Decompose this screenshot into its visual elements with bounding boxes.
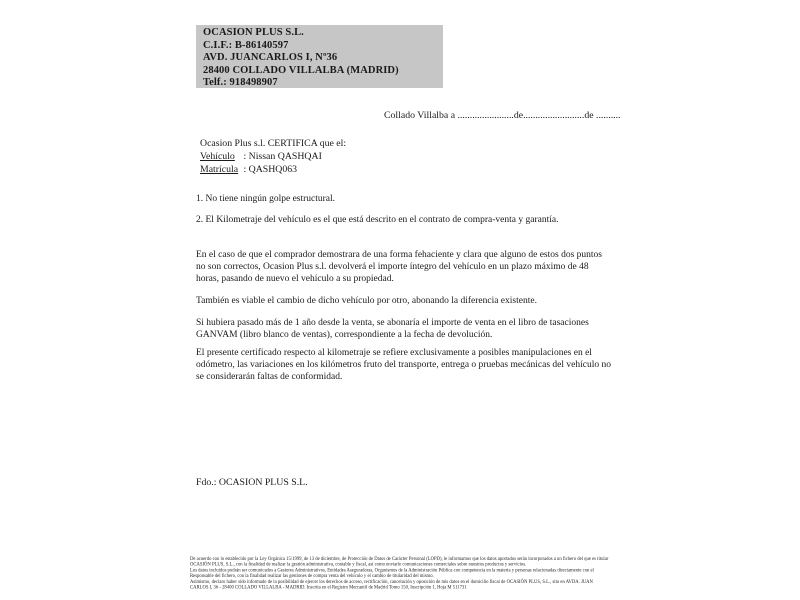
legal-footer-line: Asimismo, declaro haber sido informado de la posibilidad de ejercer los derechos de acceso, rectificación, cancelación y oposición de mis datos en el domicilio fiscal de OCASIÓN PLUS, S.L., sito en AVDA. JUAN xyxy=(190,578,593,584)
legal-footer-line: De acuerdo con lo establecido por la Ley Orgánica 15/1999, de 13 de diciembre, de Protección de Datos de Carácter Personal (LOPD), le informamos que los datos aportados serán incorporados a un fichero del que es titular xyxy=(190,556,609,562)
company-address: AVD. JUANCARLOS I, Nº36 xyxy=(203,52,338,64)
company-name: OCASION PLUS S.L. xyxy=(203,27,304,38)
date-line: Collado Villalba a .......................de.........................de .......... xyxy=(384,110,621,121)
vehicle-row xyxy=(200,150,346,163)
company-cif: C.I.F.: B-86140597 xyxy=(203,39,289,51)
plate-value: : QASHQ063 xyxy=(243,164,298,175)
vehicle-label: Vehículo xyxy=(200,151,235,162)
paragraph-vehicle-exchange: También es viable el cambio de dicho vehículo por otro, abonando la diferencia existente. xyxy=(196,296,537,306)
legal-footer-line: Los datos incluidos podrán ser comunicados a Gestores Administrativos, Entidades Aseguradoras, Organismos de la Administración Pública con competencia en la materia y personas relacionadas directamente con el xyxy=(190,567,594,573)
letterhead-box xyxy=(196,25,443,88)
signature-line: Fdo.: OCASION PLUS S.L. xyxy=(196,477,308,488)
certification-block xyxy=(200,137,346,176)
legal-footer-line: CARLOS I, 36 - 28400 COLLADO VILLALBA - MADRID. Inscrita en el Registro Mercantil de Madrid Tomo 150, Inscripción 1, Hoja M 511731 xyxy=(190,584,467,590)
legal-footer-line: OCASIÓN PLUS, S.L., con la finalidad de realizar la gestión administrativa, contable y fiscal, así como enviarle comunicaciones comerciales sobre nuestros productos y servicios. xyxy=(190,561,527,568)
company-phone: Telf.: 918498907 xyxy=(203,77,278,89)
plate-row xyxy=(200,163,346,176)
plate-label: Matrícula xyxy=(200,164,239,175)
legal-footer xyxy=(190,556,610,590)
certify-intro: Ocasion Plus s.l. CERTIFICA que el: xyxy=(200,138,347,149)
vehicle-value: : Nissan QASHQAI xyxy=(243,151,322,162)
certified-point-1: 1. No tiene ningún golpe estructural. xyxy=(196,194,336,204)
legal-footer-line: Responsable del fichero, con la finalidad realizar las gestiones de compra venta del vehículo y el cambio de titularidad del mismo. xyxy=(190,572,434,579)
certified-point-2: 2. El Kilometraje del vehículo es el que está descrito en el contrato de compra-venta y garantía. xyxy=(196,215,559,225)
company-city: 28400 COLLADO VILLALBA (MADRID) xyxy=(203,64,399,76)
paragraph-odometer-disclaimer: El presente certificado respecto al kilometraje se refiere exclusivamente a posibles manipulaciones en el odómetro, las variaciones en los kilómetros fruto del transporte, entrega o pruebas mecánicas del vehículo no se considerarán faltas de conformidad. xyxy=(196,348,611,383)
paragraph-refund-conditions: En el caso de que el comprador demostrara de una forma fehaciente y clara que alguno de estos dos puntos no son correctos, Ocasion Plus s.l. devolverá el importe íntegro del vehículo en un plazo máximo de 48 horas, pasando de nuevo el vehículo a su propiedad. xyxy=(196,250,602,285)
paragraph-ganvam-valuation: Si hubiera pasado más de 1 año desde la venta, se abonaría el importe de venta en el libro de tasaciones GANVAM (libro blanco de ventas), correspondiente a la fecha de devolución. xyxy=(196,318,589,341)
